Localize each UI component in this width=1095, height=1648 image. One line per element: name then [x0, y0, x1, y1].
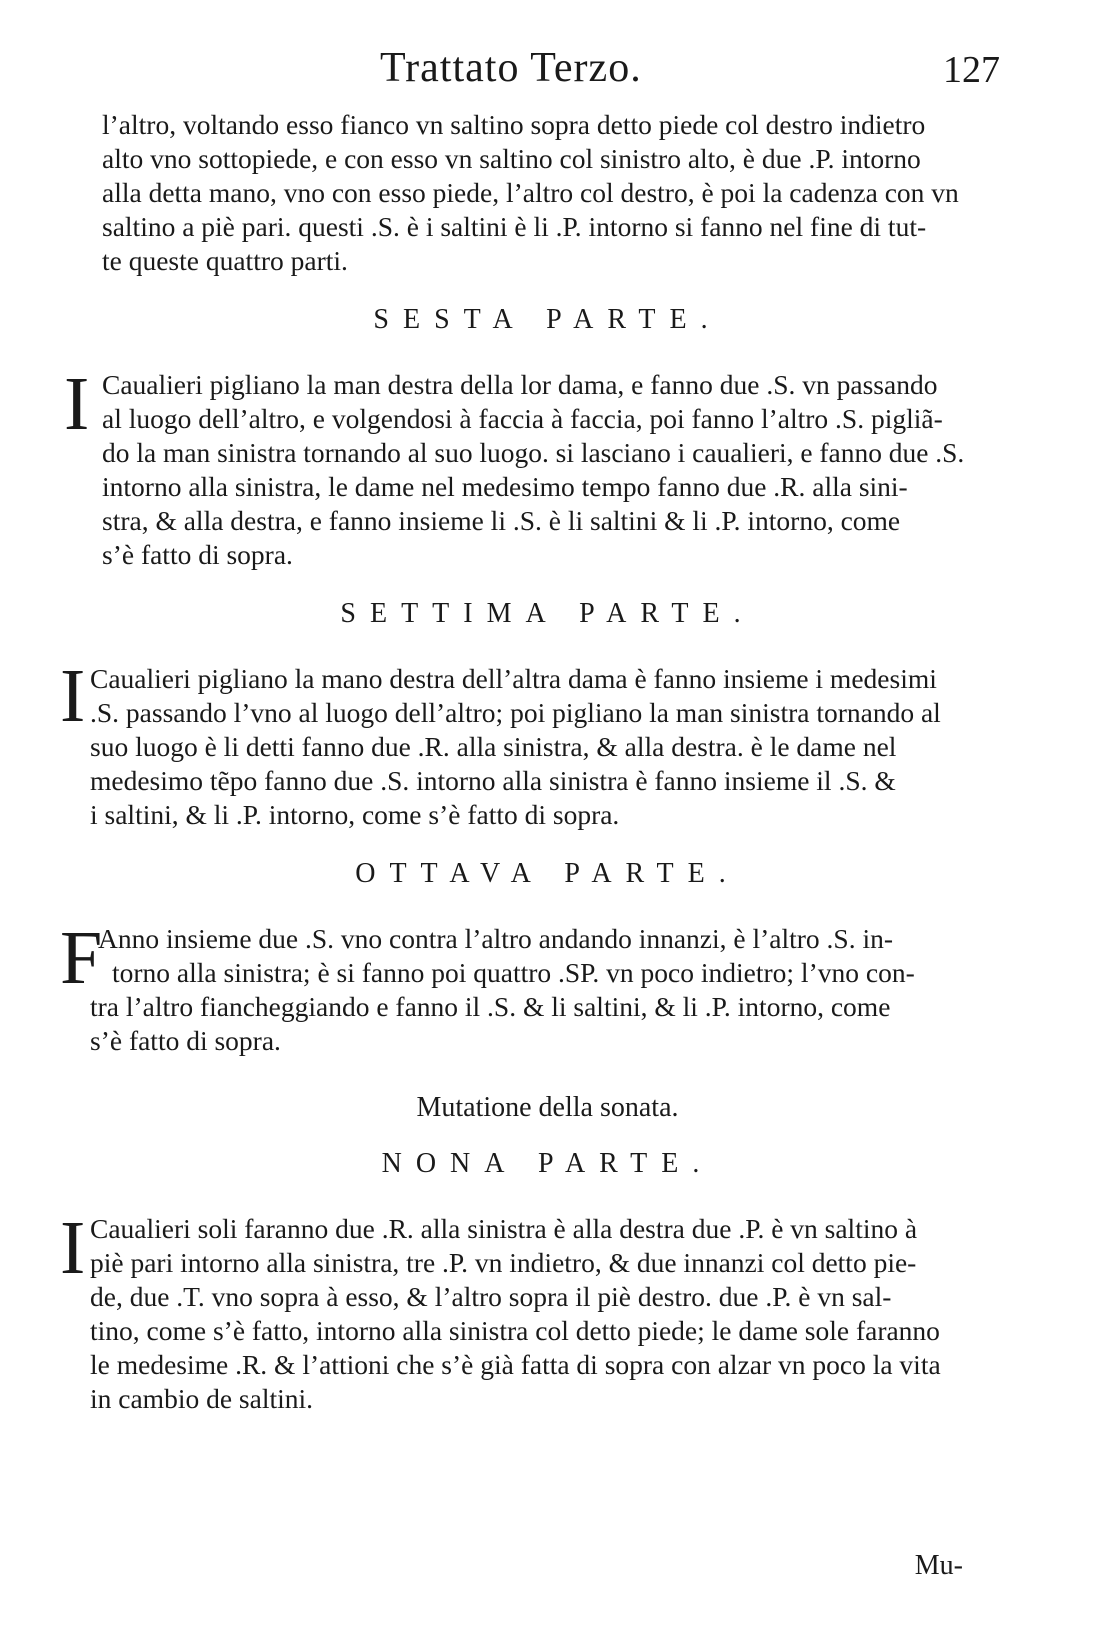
paragraph-line: al luogo dell’altro, e volgendosi à faccia à faccia, poi fanno l’altro .S. pigliã- [102, 403, 943, 434]
paragraph-line: s’è fatto di sopra. [90, 1025, 281, 1056]
running-head-title: Trattato Terzo. [380, 45, 642, 91]
drop-capital: I [64, 362, 90, 446]
paragraph-line: piè pari intorno alla sinistra, tre .P. vn indietro, & due innanzi col detto pie- [90, 1247, 917, 1278]
paragraph-line: intorno alla sinistra, le dame nel medesimo tempo fanno due .R. alla sini- [102, 471, 908, 502]
intro-line: te queste quattro parti. [102, 245, 348, 276]
paragraph-line: tino, come s’è fatto, intorno alla sinistra col detto piede; le dame sole faranno [90, 1315, 940, 1346]
paragraph-line: Caualieri pigliano la man destra della lor dama, e fanno due .S. vn passando [102, 369, 938, 400]
paragraph-line: medesimo tẽpo fanno due .S. intorno alla sinistra è fanno insieme il .S. & [90, 765, 896, 796]
section-heading-sesta: SESTA PARTE. [373, 304, 722, 335]
paragraph-line: stra, & alla destra, e fanno insieme li .S. è li saltini & li .P. intorno, come [102, 505, 901, 536]
intro-line: l’altro, voltando esso fianco vn saltino sopra detto piede col destro indietro [102, 109, 926, 140]
paragraph-line: tra l’altro fiancheggiando e fanno il .S. & li saltini, & li .P. intorno, come [90, 991, 891, 1022]
section-heading-ottava: OTTAVA PARTE. [355, 858, 740, 889]
paragraph-line: de, due .T. vno sopra à esso, & l’altro sopra il piè destro. due .P. è vn sal- [90, 1281, 892, 1312]
subheading-mutatione: Mutatione della sonata. [416, 1092, 679, 1123]
page-number: 127 [943, 49, 1000, 91]
paragraph-line: .S. passando l’vno al luogo dell’altro; poi pigliano la man sinistra tornando al [90, 697, 941, 728]
paragraph-line: i saltini, & li .P. intorno, come s’è fatto di sopra. [90, 799, 620, 830]
intro-line: alla detta mano, vno con esso piede, l’altro col destro, è poi la cadenza con vn [102, 177, 959, 208]
drop-capital: F [60, 916, 103, 1000]
paragraph-line: do la man sinistra tornando al suo luogo. si lasciano i caualieri, e fanno due .S. [102, 438, 965, 468]
paragraph-line: s’è fatto di sopra. [102, 539, 293, 570]
paragraph-line: in cambio de saltini. [90, 1383, 314, 1414]
intro-line: saltino a piè pari. questi .S. è i saltini è li .P. intorno si fanno nel fine di tut- [102, 211, 927, 242]
paragraph-line: le medesime .R. & l’attioni che s’è già fatta di sopra con alzar vn poco la vita [90, 1349, 941, 1380]
paragraph-line: Caualieri soli faranno due .R. alla sinistra è alla destra due .P. è vn saltino à [90, 1213, 918, 1244]
paragraph-line: Caualieri pigliano la mano destra dell’altra dama è fanno insieme i medesimi [90, 663, 937, 694]
section-heading-settima: SETTIMA PARTE. [340, 598, 755, 629]
catchword: Mu- [914, 1550, 963, 1581]
drop-capital: I [60, 654, 86, 738]
running-head [380, 44, 1000, 100]
section-heading-nona: NONA PARTE. [381, 1148, 714, 1179]
drop-capital: I [60, 1206, 86, 1290]
paragraph-line: suo luogo è li detti fanno due .R. alla sinistra, & alla destra. è le dame nel [90, 731, 897, 762]
paragraph-line: torno alla sinistra; è si fanno poi quattro .SP. vn poco indietro; l’vno con- [112, 957, 915, 988]
intro-line: alto vno sottopiede, e con esso vn saltino col sinistro alto, è due .P. intorno [102, 143, 921, 174]
paragraph-line: Anno insieme due .S. vno contra l’altro andando innanzi, è l’altro .S. in- [98, 923, 894, 954]
